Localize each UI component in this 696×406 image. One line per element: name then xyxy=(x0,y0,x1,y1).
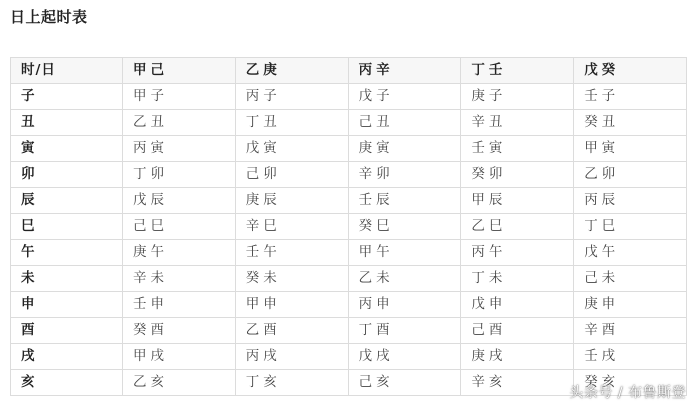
table-cell: 戊戌 xyxy=(348,344,461,370)
row-branch-label: 午 xyxy=(11,240,123,266)
table-cell: 庚申 xyxy=(574,292,687,318)
table-cell: 丙寅 xyxy=(123,136,236,162)
table-row xyxy=(11,266,687,292)
table-cell: 丁亥 xyxy=(235,370,348,396)
table-cell: 乙丑 xyxy=(123,110,236,136)
row-branch-label: 寅 xyxy=(11,136,123,162)
table-row xyxy=(11,292,687,318)
table-cell: 甲午 xyxy=(348,240,461,266)
page-title: 日上起时表 xyxy=(10,8,88,26)
table-cell: 甲戌 xyxy=(123,344,236,370)
table-cell: 辛酉 xyxy=(574,318,687,344)
table-cell: 辛巳 xyxy=(235,214,348,240)
table-cell: 己亥 xyxy=(348,370,461,396)
table-cell: 癸未 xyxy=(235,266,348,292)
header-hour-day: 时/日 xyxy=(11,58,123,84)
table-cell: 己未 xyxy=(574,266,687,292)
table-cell: 丙午 xyxy=(461,240,574,266)
table-cell: 己巳 xyxy=(123,214,236,240)
header-jia-ji: 甲己 xyxy=(123,58,236,84)
table-cell: 癸卯 xyxy=(461,162,574,188)
table-cell: 壬辰 xyxy=(348,188,461,214)
table-cell: 丙申 xyxy=(348,292,461,318)
header-wu-gui: 戊癸 xyxy=(574,58,687,84)
table-row xyxy=(11,84,687,110)
table-cell: 丙辰 xyxy=(574,188,687,214)
table-row xyxy=(11,240,687,266)
table-cell: 己酉 xyxy=(461,318,574,344)
table-cell: 癸亥 xyxy=(574,370,687,396)
table-cell: 辛未 xyxy=(123,266,236,292)
row-branch-label: 丑 xyxy=(11,110,123,136)
table-cell: 乙未 xyxy=(348,266,461,292)
table-cell: 辛亥 xyxy=(461,370,574,396)
table-cell: 甲寅 xyxy=(574,136,687,162)
table-cell: 乙亥 xyxy=(123,370,236,396)
table-cell: 庚子 xyxy=(461,84,574,110)
table-cell: 戊子 xyxy=(348,84,461,110)
table-cell: 丁酉 xyxy=(348,318,461,344)
table-cell: 辛丑 xyxy=(461,110,574,136)
watermark: 头条号 / 布鲁斯登 xyxy=(569,385,686,401)
table-cell: 丙戌 xyxy=(235,344,348,370)
table-row xyxy=(11,162,687,188)
table-cell: 癸丑 xyxy=(574,110,687,136)
row-branch-label: 巳 xyxy=(11,214,123,240)
table-cell: 癸巳 xyxy=(348,214,461,240)
row-branch-label: 子 xyxy=(11,84,123,110)
table-row xyxy=(11,136,687,162)
table-cell: 癸酉 xyxy=(123,318,236,344)
table-cell: 庚午 xyxy=(123,240,236,266)
row-branch-label: 戌 xyxy=(11,344,123,370)
table-row xyxy=(11,110,687,136)
row-branch-label: 卯 xyxy=(11,162,123,188)
row-branch-label: 亥 xyxy=(11,370,123,396)
table-row xyxy=(11,318,687,344)
table-cell: 辛卯 xyxy=(348,162,461,188)
table-cell: 庚辰 xyxy=(235,188,348,214)
table-cell: 乙卯 xyxy=(574,162,687,188)
table-cell: 壬寅 xyxy=(461,136,574,162)
row-branch-label: 辰 xyxy=(11,188,123,214)
table-header-row xyxy=(11,58,687,84)
row-branch-label: 酉 xyxy=(11,318,123,344)
table-cell: 壬子 xyxy=(574,84,687,110)
table-cell: 戊申 xyxy=(461,292,574,318)
table-row xyxy=(11,344,687,370)
table-cell: 甲子 xyxy=(123,84,236,110)
table-cell: 壬戌 xyxy=(574,344,687,370)
table-cell: 丁丑 xyxy=(235,110,348,136)
table-cell: 庚寅 xyxy=(348,136,461,162)
table-row xyxy=(11,188,687,214)
table-cell: 丁未 xyxy=(461,266,574,292)
table-cell: 甲申 xyxy=(235,292,348,318)
table-cell: 甲辰 xyxy=(461,188,574,214)
table-cell: 戊寅 xyxy=(235,136,348,162)
table-cell: 戊午 xyxy=(574,240,687,266)
hour-stem-table xyxy=(10,57,687,396)
table-row xyxy=(11,214,687,240)
table-cell: 庚戌 xyxy=(461,344,574,370)
table-cell: 己丑 xyxy=(348,110,461,136)
row-branch-label: 申 xyxy=(11,292,123,318)
table-cell: 丙子 xyxy=(235,84,348,110)
table-cell: 乙巳 xyxy=(461,214,574,240)
table-cell: 己卯 xyxy=(235,162,348,188)
table-cell: 壬申 xyxy=(123,292,236,318)
table-cell: 丁卯 xyxy=(123,162,236,188)
table-cell: 乙酉 xyxy=(235,318,348,344)
table-cell: 丁巳 xyxy=(574,214,687,240)
header-ding-ren: 丁壬 xyxy=(461,58,574,84)
table-body xyxy=(11,84,687,396)
header-yi-geng: 乙庚 xyxy=(235,58,348,84)
row-branch-label: 未 xyxy=(11,266,123,292)
table-cell: 戊辰 xyxy=(123,188,236,214)
header-bing-xin: 丙辛 xyxy=(348,58,461,84)
table-cell: 壬午 xyxy=(235,240,348,266)
